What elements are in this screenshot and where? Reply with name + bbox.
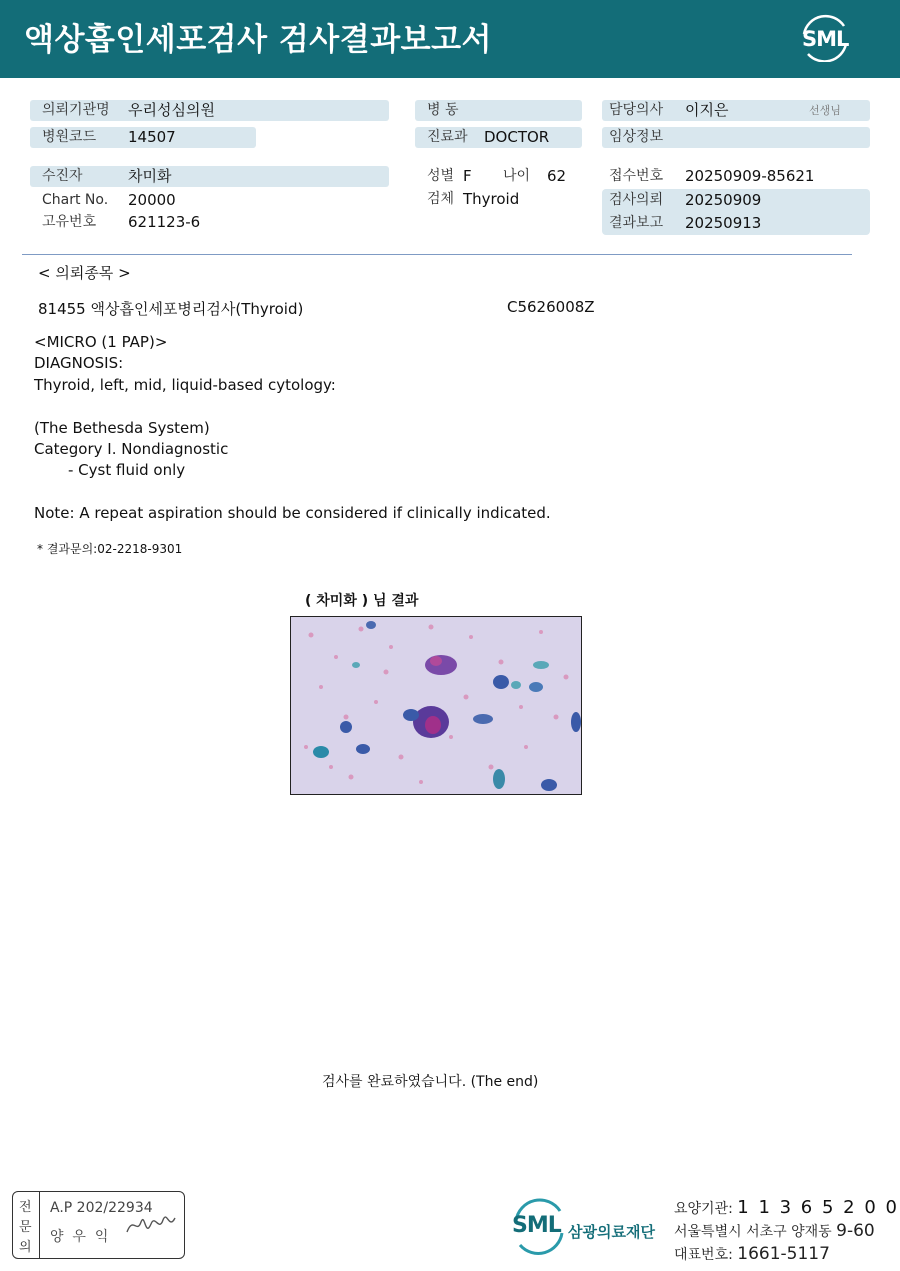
request-label: 검사의뢰 <box>609 192 664 208</box>
receipt-row <box>602 166 870 187</box>
dates-box <box>602 189 870 235</box>
unique-value: 621123-6 <box>128 213 201 231</box>
footer-address: 서울특별시 서초구 양재동 <box>674 1224 832 1240</box>
department-row <box>415 127 582 148</box>
hospital-code-value: 14507 <box>128 128 176 146</box>
specimen-row <box>415 189 595 210</box>
clinical-label: 임상정보 <box>609 129 664 145</box>
stamp-title-column <box>13 1192 40 1258</box>
footer-code-label: 요양기관: <box>674 1201 733 1217</box>
signature <box>123 1204 181 1244</box>
department-label: 진료과 <box>427 129 468 145</box>
note-line: Note: A repeat aspiration should be considered if clinically indicated. <box>34 504 551 522</box>
doctor-row <box>602 100 870 121</box>
report-label: 결과보고 <box>609 215 664 231</box>
age-label: 나이 <box>503 168 531 184</box>
chart-row <box>30 190 389 211</box>
sex-value: F <box>463 167 472 185</box>
ward-label: 병 동 <box>427 102 459 118</box>
chart-value: 20000 <box>128 191 176 209</box>
footer-address-line <box>674 1221 875 1241</box>
contact-line: * 결과문의:02-2218-9301 <box>37 542 183 556</box>
footer-phone: 1661-5117 <box>737 1244 830 1264</box>
micro-line: <MICRO (1 PAP)> <box>34 333 168 351</box>
system-line: (The Bethesda System) <box>34 419 210 437</box>
age-value: 62 <box>547 167 567 185</box>
unique-label: 고유번호 <box>42 214 97 230</box>
stamp-name: 양 우 익 <box>50 1229 109 1245</box>
doctor-label: 담당의사 <box>609 102 664 118</box>
footer-org-name: 삼광의료재단 <box>568 1223 655 1241</box>
specialist-stamp <box>12 1191 185 1259</box>
doctor-value: 이지은 <box>685 101 729 119</box>
patient-row <box>30 166 389 187</box>
receipt-label: 접수번호 <box>609 168 664 184</box>
stamp-char-3: 의 <box>19 1240 32 1255</box>
footer-code: 1 1 3 6 5 2 0 0 <box>737 1197 899 1218</box>
footer-phone-line <box>674 1244 830 1264</box>
report-header <box>0 0 900 78</box>
sex-label: 성별 <box>427 168 455 184</box>
ward-row <box>415 100 582 121</box>
detail-line: - Cyst fluid only <box>68 461 186 479</box>
doctor-title: 선생님 <box>809 104 841 117</box>
logo-text: SML <box>802 27 849 51</box>
specimen-label: 검체 <box>427 191 455 207</box>
stamp-char-2: 문 <box>19 1220 32 1235</box>
section-divider <box>22 254 852 255</box>
cytology-image <box>290 616 582 795</box>
hospital-code-row <box>30 127 256 148</box>
diagnosis-line: DIAGNOSIS: <box>34 354 124 372</box>
footer-code-line <box>674 1197 899 1218</box>
department-value: DOCTOR <box>484 128 550 146</box>
unique-row <box>30 212 389 233</box>
sex-age-row <box>415 166 595 187</box>
footer-address-num: 9-60 <box>836 1221 875 1241</box>
institution-value: 우리성심의원 <box>128 101 215 119</box>
institution-row <box>30 100 389 121</box>
request-code: C5626008Z <box>507 298 595 316</box>
patient-value: 차미화 <box>128 167 172 185</box>
request-item: 81455 액상흡인세포병리검사(Thyroid) <box>38 300 304 318</box>
report-value: 20250913 <box>685 214 762 232</box>
stamp-license: A.P 202/22934 <box>50 1200 153 1216</box>
end-text: 검사를 완료하였습니다. (The end) <box>322 1074 539 1090</box>
stamp-char-1: 전 <box>19 1200 32 1215</box>
hospital-code-label: 병원코드 <box>42 129 97 145</box>
patient-label: 수진자 <box>42 168 83 184</box>
chart-label: Chart No. <box>42 192 109 208</box>
sml-logo <box>798 14 852 62</box>
footer-org-logo <box>510 1197 668 1259</box>
image-caption: ( 차미화 ) 님 결과 <box>305 593 419 609</box>
request-value: 20250909 <box>685 191 762 209</box>
specimen-value: Thyroid <box>463 190 520 208</box>
request-heading: < 의뢰종목 > <box>38 264 131 282</box>
footer-phone-label: 대표번호: <box>674 1247 733 1263</box>
footer-logo-text: SML <box>512 1213 561 1238</box>
report-title: 액상흡인세포검사 검사결과보고서 <box>24 22 492 58</box>
category-line: Category I. Nondiagnostic <box>34 440 229 458</box>
receipt-value: 20250909-85621 <box>685 167 815 185</box>
institution-label: 의뢰기관명 <box>42 102 110 118</box>
clinical-row <box>602 127 870 148</box>
site-line: Thyroid, left, mid, liquid-based cytology: <box>34 376 336 394</box>
